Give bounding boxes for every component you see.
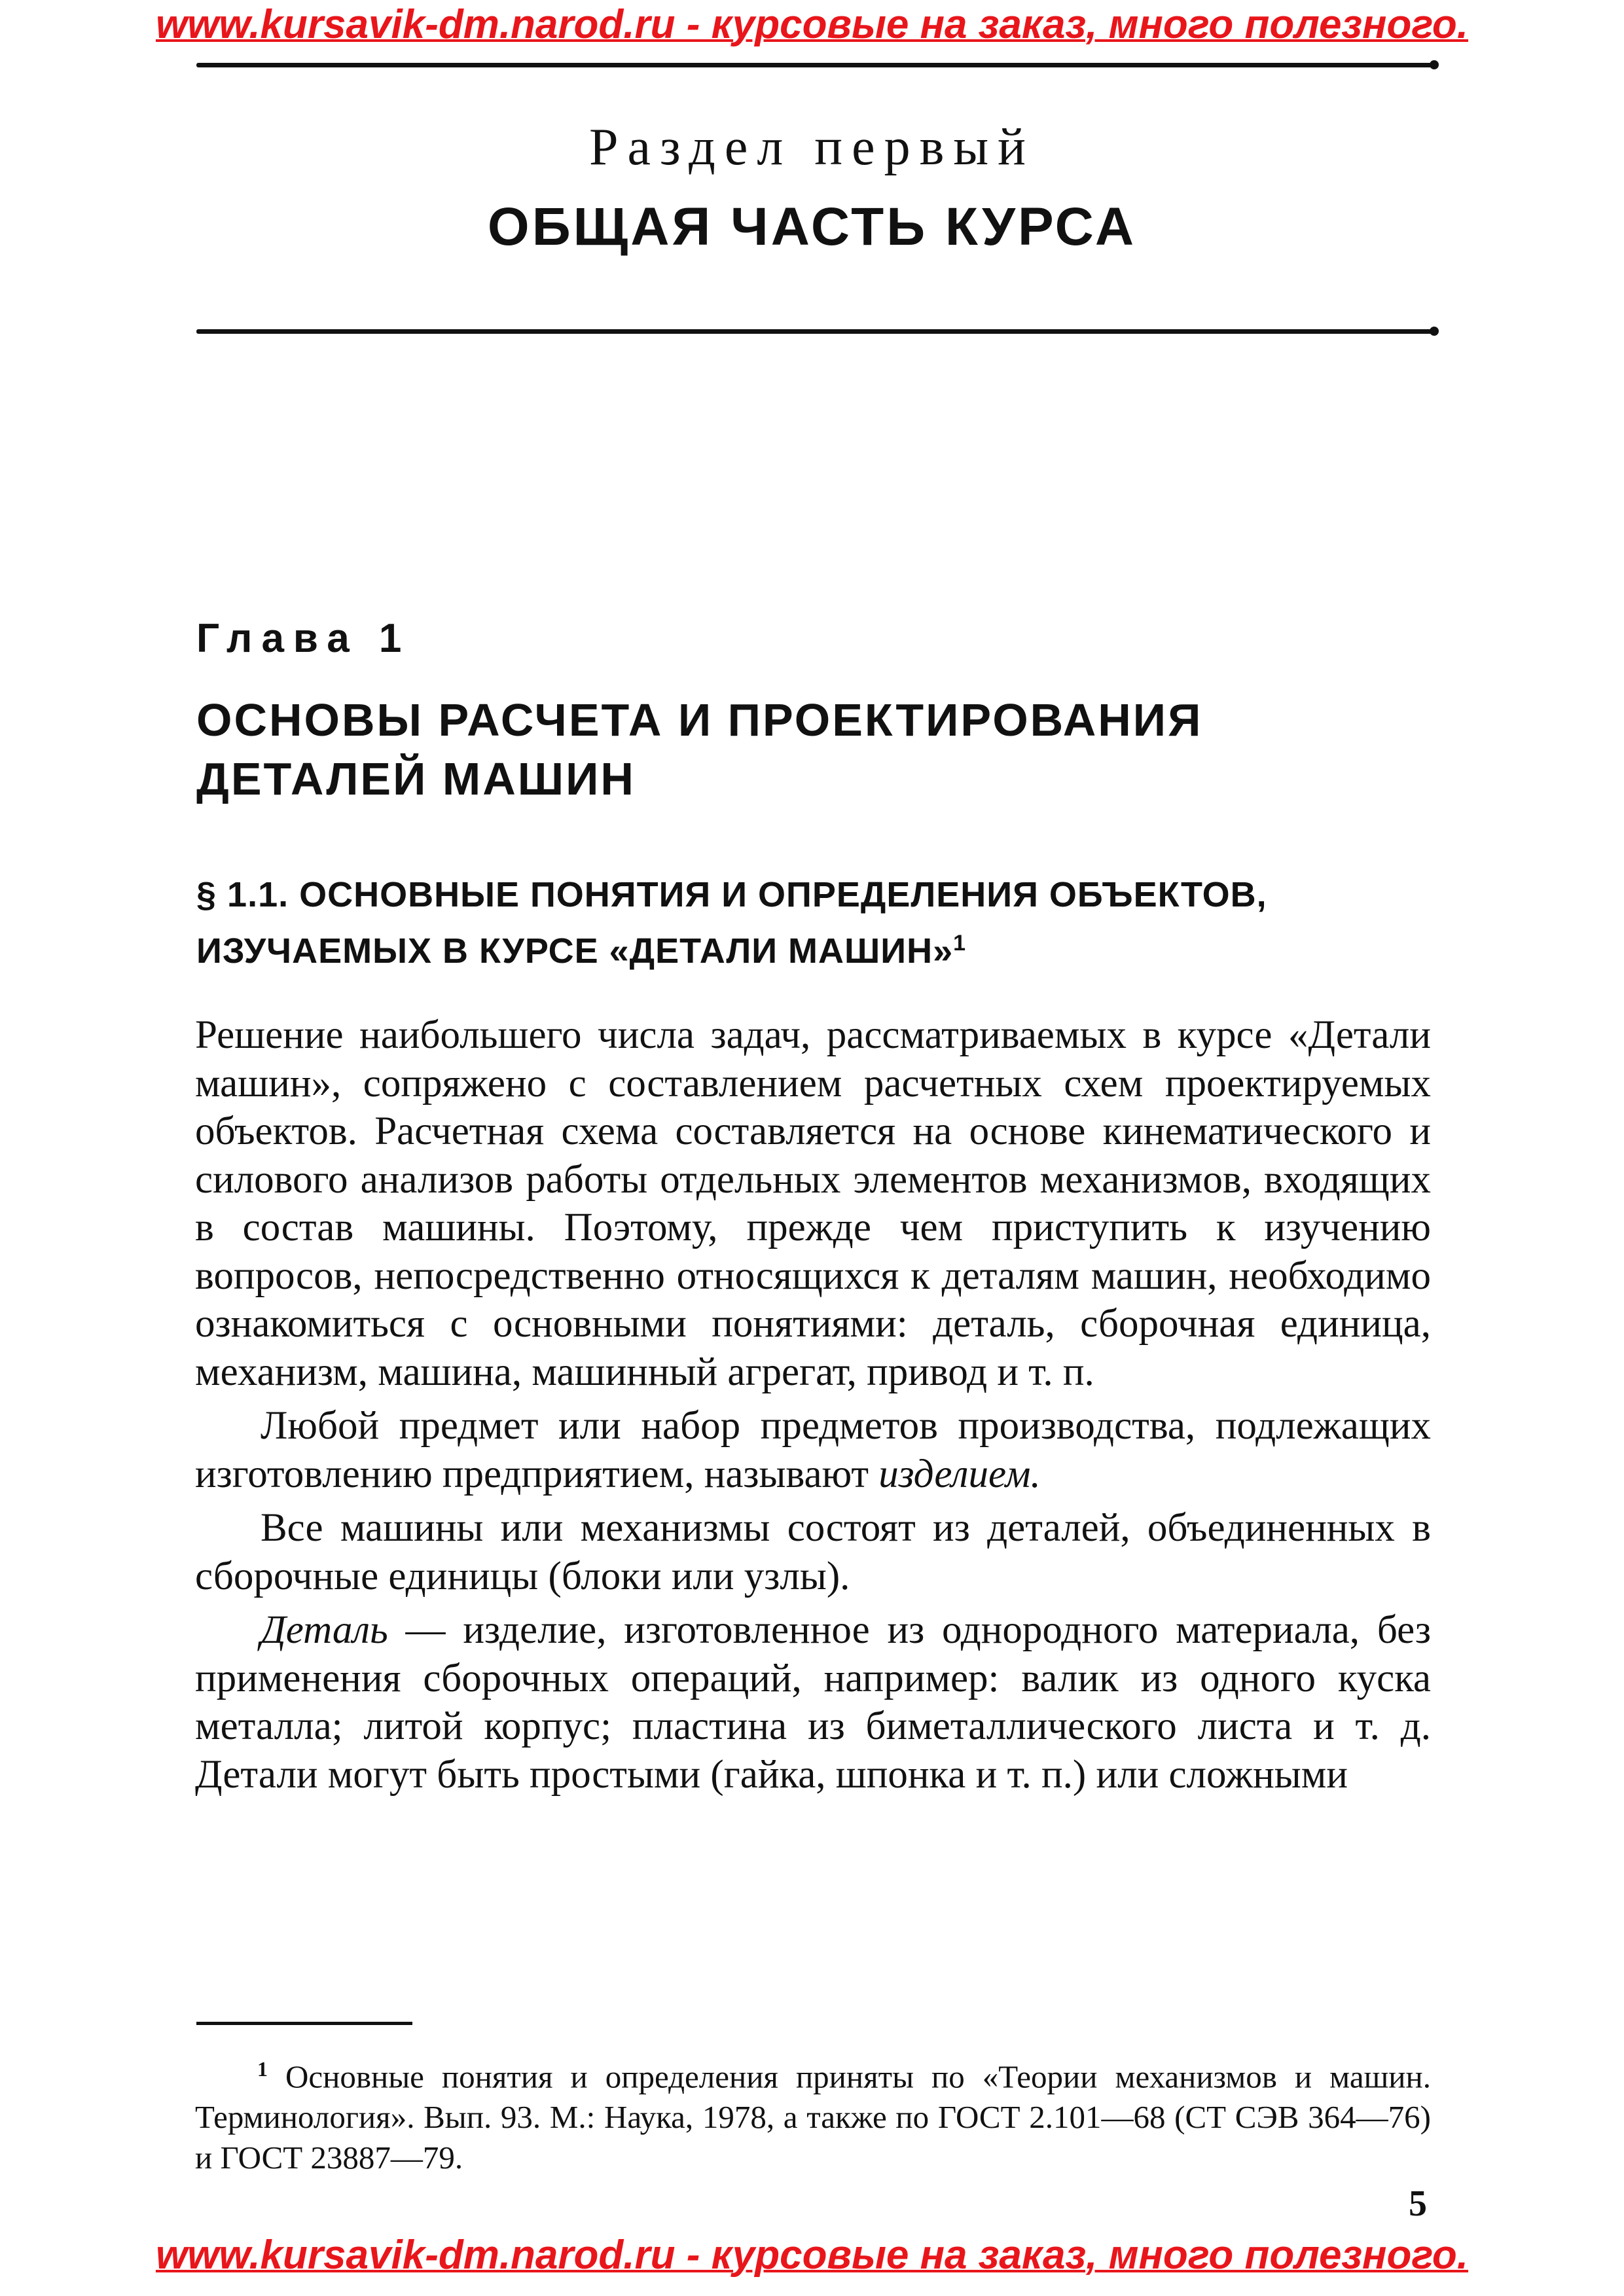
body-text — [195, 1011, 1431, 1799]
footnote — [195, 2049, 1431, 2178]
part-title: ОБЩАЯ ЧАСТЬ КУРСА — [487, 197, 1137, 257]
footnote-reference[interactable]: 1 — [953, 931, 967, 956]
watermark-top[interactable]: www.kursavik-dm.narod.ru - курсовые на заказ, много полезного. — [155, 2, 1469, 47]
page-number: 5 — [1409, 2183, 1427, 2224]
term-detal: Деталь — [261, 1608, 388, 1652]
part-divider — [196, 329, 1434, 334]
top-divider — [196, 63, 1434, 67]
paragraph-2 — [195, 1402, 1431, 1498]
paragraph-1: Решение наибольшего числа задач, рассматриваемых в курсе «Детали машин», сопряжено с составлением расчетных схем проектируемых объектов. Расчетная схема составляется на основе кинематического и силового анализов работы отдельных элементов механизмов, входящих в состав машины. Поэтому, прежде чем приступить к изучению вопросов, непосредственно относящихся к деталям машин, необходимо ознакомиться с основными понятиями: деталь, сборочная единица, механизм, машина, машинный агрегат, привод и т. п. — [195, 1013, 1431, 1394]
paragraph-4-text: — изделие, изготовленное из однородного материала, без применения сборочных операций, например: валик из одного куска металла; литой корпус; пластина из биметаллического листа и т. д. Детали могут быть простыми (гайка, шпонка и т. п.) или сложными — [195, 1608, 1431, 1797]
section-heading-text: § 1.1. ОСНОВНЫЕ ПОНЯТИЯ И ОПРЕДЕЛЕНИЯ ОБЪЕКТОВ, ИЗУЧАЕМЫХ В КУРСЕ «ДЕТАЛИ МАШИН» — [196, 875, 1267, 971]
part-label: Раздел первый — [589, 118, 1035, 176]
footnote-mark: 1 — [257, 2057, 268, 2081]
paragraph-3: Все машины или механизмы состоят из деталей, объединенных в сборочные единицы (блоки или узлы). — [195, 1506, 1431, 1598]
term-izdelie: изделием. — [878, 1452, 1041, 1496]
watermark-bottom[interactable]: www.kursavik-dm.narod.ru - курсовые на заказ, много полезного. — [155, 2233, 1469, 2278]
section-heading — [196, 870, 1440, 975]
chapter-label: Глава 1 — [196, 616, 411, 661]
chapter-title: ОСНОВЫ РАСЧЕТА И ПРОЕКТИРОВАНИЯ ДЕТАЛЕЙ МАШИН — [196, 694, 1203, 804]
footnote-text: Основные понятия и определения приняты по «Теории механизмов и машин. Терминология». Вып. 93. М.: Наука, 1978, а также по ГОСТ 2.101—68 (СТ СЭВ 364—76) и ГОСТ 23887—79. — [195, 2058, 1431, 2176]
footnote-divider — [196, 2022, 412, 2025]
paragraph-2-text: Любой предмет или набор предметов производства, подлежащих изготовлению предприятием, называют — [195, 1404, 1431, 1496]
paragraph-4 — [195, 1606, 1431, 1799]
